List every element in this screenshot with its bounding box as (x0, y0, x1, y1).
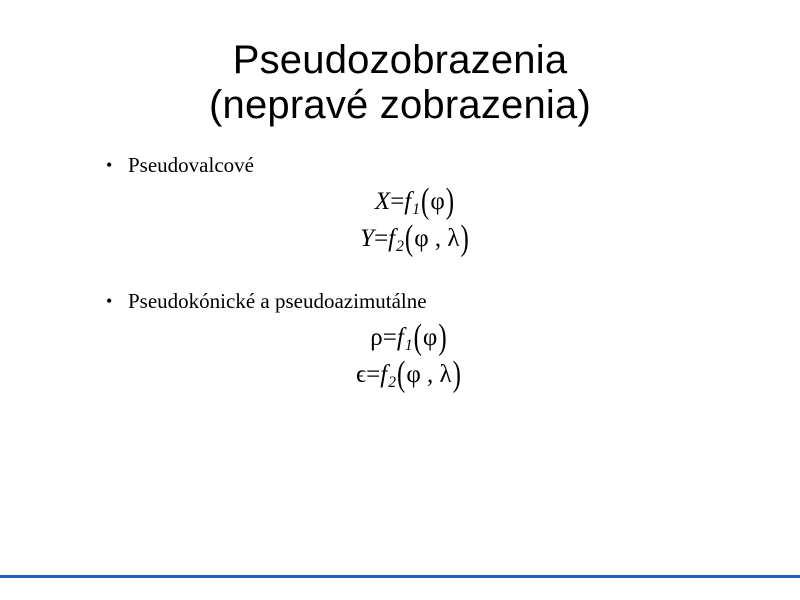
formula-group-pseudoconic (0, 317, 800, 394)
formula-subscript: 1 (404, 336, 413, 354)
paren-open: ( (413, 317, 422, 357)
formula-lhs: Y (360, 224, 375, 252)
paren-open: ( (396, 354, 406, 394)
formula-function: f (388, 224, 396, 252)
formula-lhs: ϵ (356, 360, 367, 388)
formula-function: f (404, 187, 412, 215)
bullet-group-1 (0, 152, 800, 178)
formula-relation: = (374, 224, 389, 252)
formula-args: φ , λ (406, 360, 452, 388)
formula-lhs: ρ (370, 324, 383, 351)
formula-subscript: 2 (388, 373, 396, 391)
bullet-dot-icon: • (106, 290, 113, 311)
bullet-group-2 (0, 288, 800, 314)
paren-open: ( (404, 218, 414, 258)
list-item (104, 152, 800, 178)
bullet-dot-icon: • (106, 154, 113, 175)
formula-relation: = (390, 187, 405, 215)
paren-close: ) (452, 354, 461, 394)
paren-close: ) (445, 181, 455, 221)
footer-divider (0, 575, 800, 578)
formula-relation: = (366, 360, 381, 388)
list-item-label: Pseudovalcové (128, 152, 254, 177)
paren-open: ( (421, 181, 430, 221)
formula-line (0, 218, 800, 258)
slide-body (0, 128, 800, 394)
list-item-label: Pseudokónické a pseudoazimutálne (128, 288, 427, 313)
paren-close: ) (438, 317, 447, 357)
formula-function: f (380, 360, 388, 388)
formula-relation: = (382, 324, 397, 351)
formula-args: φ , λ (414, 224, 460, 252)
paren-close: ) (460, 218, 469, 258)
spacer (0, 258, 800, 288)
formula-lhs: X (374, 187, 391, 215)
formula-subscript: 1 (412, 200, 420, 218)
formula-args: φ (422, 324, 438, 351)
formula-line (0, 354, 800, 394)
list-item (104, 288, 800, 314)
page-title-line-2: (nepravé zobrazenia) (209, 82, 591, 127)
formula-subscript: 2 (396, 237, 404, 255)
formula-group-pseudocylindrical (0, 181, 800, 258)
page-title-line-1: Pseudozobrazenia (232, 38, 568, 82)
formula-function: f (396, 324, 404, 351)
page-title (0, 0, 800, 128)
formula-line (0, 181, 800, 221)
formula-args: φ (430, 187, 445, 215)
